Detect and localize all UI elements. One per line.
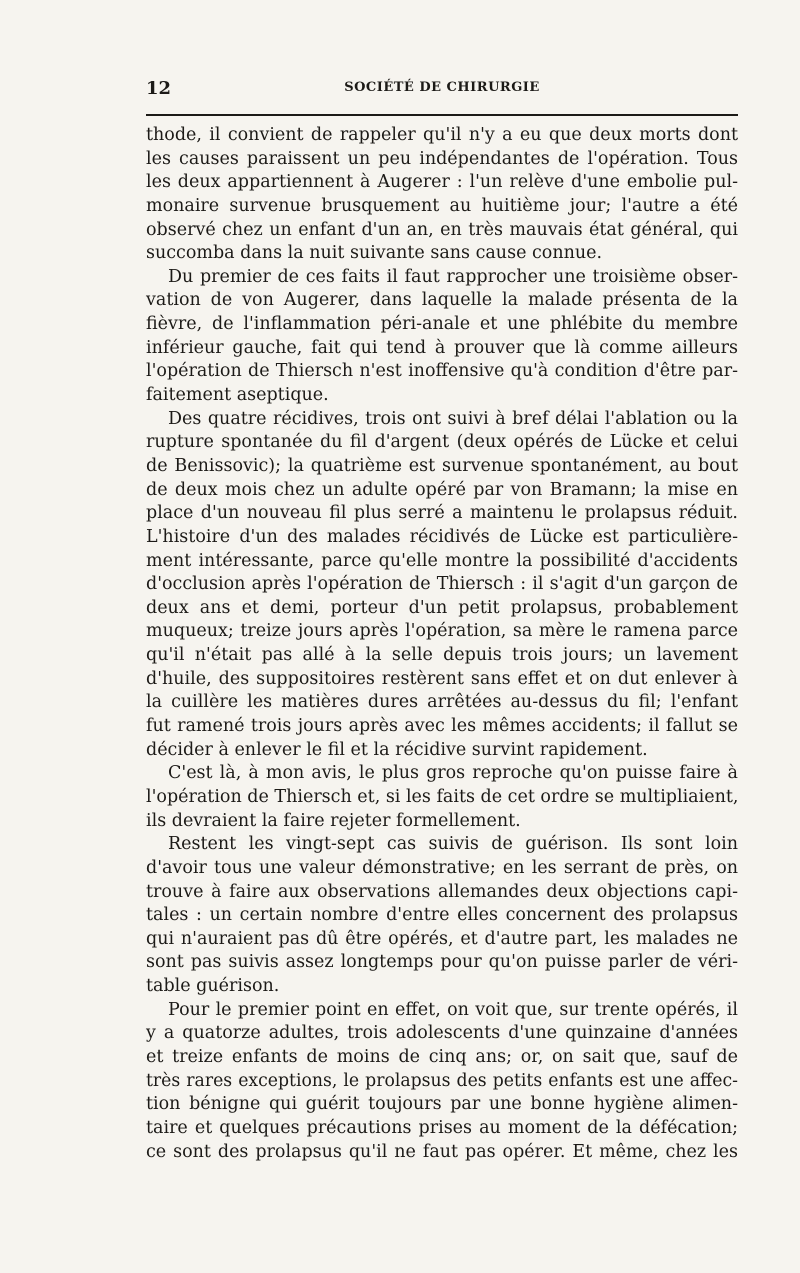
text-line: d'occlusion après l'opération de Thiersch : il s'agit d'un garçon de: [146, 574, 738, 595]
text-line: décider à enlever le fil et la récidive survint rapidement.: [146, 739, 648, 760]
text-line: ce sont des prolapsus qu'il ne faut pas opérer. Et même, chez les: [146, 1141, 738, 1162]
header-rule: [146, 114, 738, 116]
text-line: qui n'auraient pas dû être opérés, et d'autre part, les malades ne: [146, 928, 738, 949]
text-line: observé chez un enfant d'un an, en très mauvais état général, qui: [146, 219, 738, 240]
text-line: les deux appartiennent à Augerer : l'un relève d'une embolie pul-: [146, 172, 738, 193]
page-number: 12: [146, 78, 172, 99]
running-title: SOCIÉTÉ DE CHIRURGIE: [344, 80, 540, 95]
text-line: succomba dans la nuit suivante sans cause connue.: [146, 243, 603, 264]
text-line: de Benissovic); la quatrième est survenue spontanément, au bout: [146, 455, 738, 476]
body-text: [146, 124, 738, 1164]
text-line: la cuillère les matières dures arrêtées au-dessus du fil; l'enfant: [146, 692, 738, 713]
text-line: taire et quelques précautions prises au moment de la défécation;: [146, 1117, 738, 1138]
text-line: ment intéressante, parce qu'elle montre la possibilité d'accidents: [146, 550, 738, 571]
text-line: Du premier de ces faits il faut rapprocher une troisième obser-: [168, 266, 738, 287]
text-line: monaire survenue brusquement au huitième jour; l'autre a été: [146, 195, 738, 216]
text-line: place d'un nouveau fil plus serré a maintenu le prolapsus réduit.: [146, 503, 738, 524]
text-line: inférieur gauche, fait qui tend à prouver que là comme ailleurs: [146, 337, 738, 358]
text-line: muqueux; treize jours après l'opération, sa mère le ramena parce: [146, 621, 738, 642]
text-line: les causes paraissent un peu indépendantes de l'opération. Tous: [146, 148, 738, 169]
text-line: tales : un certain nombre d'entre elles concernent des prolapsus: [146, 905, 738, 926]
text-line: fut ramené trois jours après avec les mêmes accidents; il fallut se: [146, 716, 738, 737]
text-line: de deux mois chez un adulte opéré par von Bramann; la mise en: [146, 479, 738, 500]
text-line: L'histoire d'un des malades récidivés de Lücke est particulière-: [146, 526, 738, 547]
text-line: tion bénigne qui guérit toujours par une bonne hygiène alimen-: [146, 1094, 738, 1115]
text-line: Des quatre récidives, trois ont suivi à bref délai l'ablation ou la: [168, 408, 738, 429]
text-line: qu'il n'était pas allé à la selle depuis trois jours; un lavement: [146, 645, 738, 666]
text-line: thode, il convient de rappeler qu'il n'y a eu que deux morts dont: [146, 125, 738, 145]
text-line: table guérison.: [146, 976, 280, 997]
text-line: d'huile, des suppositoires restèrent sans effet et on dut enlever à: [146, 668, 738, 689]
text-line: faitement aseptique.: [146, 385, 329, 406]
text-line: et treize enfants de moins de cinq ans; or, on sait que, sauf de: [146, 1046, 738, 1067]
text-line: vation de von Augerer, dans laquelle la malade présenta de la: [146, 290, 738, 311]
text-line: Restent les vingt-sept cas suivis de guérison. Ils sont loin: [168, 834, 738, 855]
text-line: C'est là, à mon avis, le plus gros reproche qu'on puisse faire à: [168, 763, 738, 784]
text-line: Pour le premier point en effet, on voit que, sur trente opérés, il: [168, 999, 738, 1020]
text-line: y a quatorze adultes, trois adolescents d'une quinzaine d'années: [146, 1023, 738, 1044]
text-line: rupture spontanée du fil d'argent (deux opérés de Lücke et celui: [146, 432, 738, 453]
text-line: d'avoir tous une valeur démonstrative; en les serrant de près, on: [146, 857, 738, 878]
text-line: très rares exceptions, le prolapsus des petits enfants est une affec-: [146, 1070, 738, 1091]
text-line: fièvre, de l'inflammation péri-anale et une phlébite du membre: [146, 314, 738, 335]
text-line: l'opération de Thiersch n'est inoffensive qu'à condition d'être par-: [146, 361, 738, 382]
text-line: l'opération de Thiersch et, si les faits de cet ordre se multipliaient,: [146, 786, 739, 807]
text-line: sont pas suivis assez longtemps pour qu'on puisse parler de véri-: [146, 952, 738, 973]
text-line: deux ans et demi, porteur d'un petit prolapsus, probablement: [146, 597, 738, 618]
text-line: trouve à faire aux observations allemandes deux objections capi-: [146, 881, 738, 902]
page-header: [146, 78, 738, 98]
text-line: ils devraient la faire rejeter formellement.: [146, 810, 521, 831]
